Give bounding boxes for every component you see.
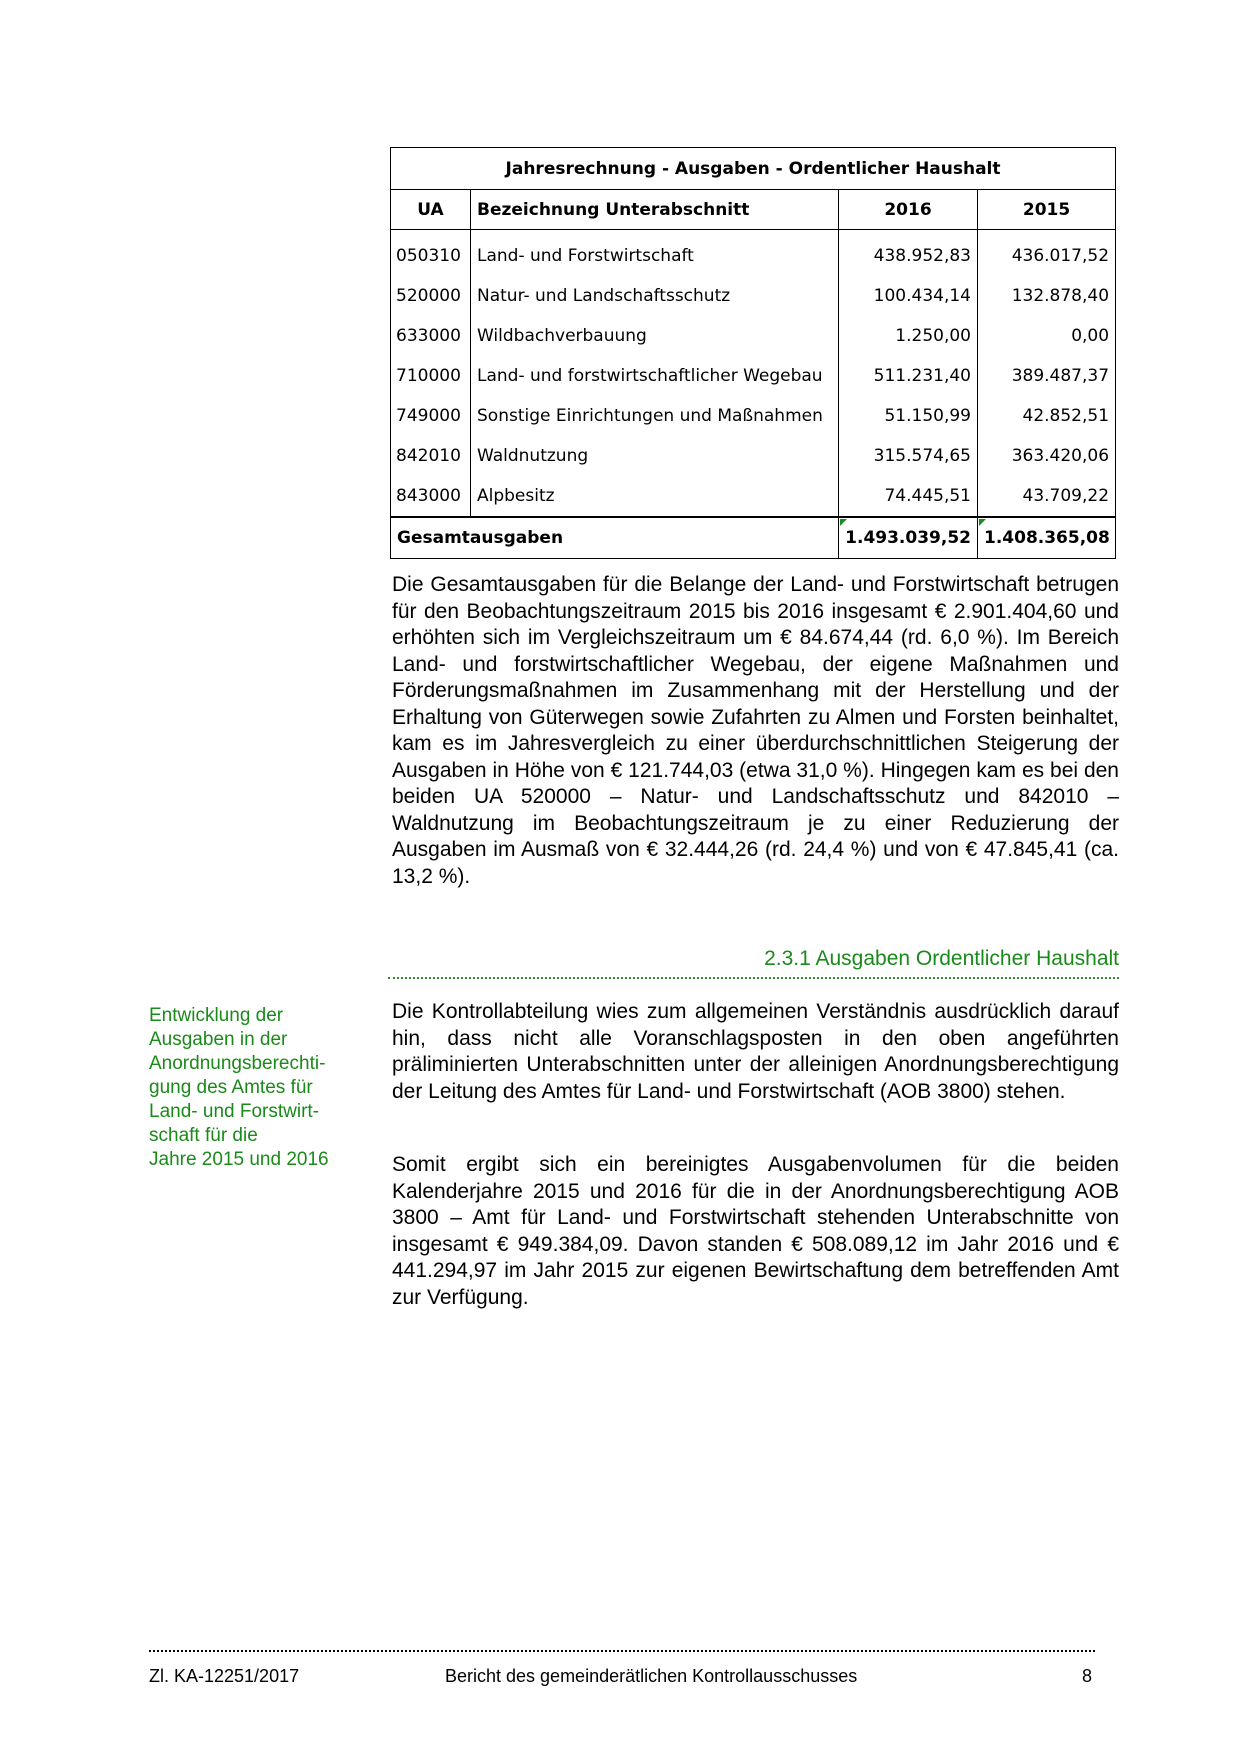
page-number: 8 xyxy=(1082,1666,1093,1686)
footer-divider xyxy=(149,1650,1095,1652)
cell-ua: 710000 xyxy=(391,356,471,396)
header-2016: 2016 xyxy=(839,190,978,230)
footer-reference: Zl. KA-12251/2017 xyxy=(149,1666,300,1686)
total-2015-value: 1.408.365,08 xyxy=(984,528,1110,548)
cell-2016: 511.231,40 xyxy=(839,356,978,396)
cell-bezeichnung: Wildbachverbauung xyxy=(471,316,839,356)
paragraph-control-note: Die Kontrollabteilung wies zum allgemeinen Verständnis ausdrücklich darauf hin, dass nicht alle Voranschlagsposten in den oben angeführten präliminierten Unterabschnitten unter der alleinigen Anordnungsberechtigung der Leitung des Amtes für Land- und Forstwirtschaft (AOB 3800) stehen. xyxy=(392,1000,1119,1103)
cell-ua: 842010 xyxy=(391,436,471,476)
cell-2015: 42.852,51 xyxy=(978,396,1116,436)
section-heading: 2.3.1 Ausgaben Ordentlicher Haushalt xyxy=(388,942,1119,979)
cell-2015: 0,00 xyxy=(978,316,1116,356)
cell-2015: 389.487,37 xyxy=(978,356,1116,396)
table-title: Jahresrechnung - Ausgaben - Ordentlicher Haushalt xyxy=(391,148,1116,190)
cell-bezeichnung: Alpbesitz xyxy=(471,476,839,517)
cell-2016: 51.150,99 xyxy=(839,396,978,436)
total-2016-value: 1.493.039,52 xyxy=(845,528,971,548)
cell-2015: 43.709,22 xyxy=(978,476,1116,517)
header-ua: UA xyxy=(391,190,471,230)
cell-2016: 100.434,14 xyxy=(839,276,978,316)
table-row xyxy=(391,396,1116,436)
table-title-row xyxy=(391,148,1116,190)
cell-ua: 749000 xyxy=(391,396,471,436)
cell-2015: 436.017,52 xyxy=(978,230,1116,277)
cell-ua: 050310 xyxy=(391,230,471,277)
cell-2016: 1.250,00 xyxy=(839,316,978,356)
table-row xyxy=(391,356,1116,396)
margin-note: Entwicklung der Ausgaben in der Anordnungsberechti- gung des Amtes für Land- und Forstwirt- schaft für die Jahre 2015 und 2016 xyxy=(149,1005,329,1170)
expenditure-table-container xyxy=(390,147,1115,559)
cell-2015: 363.420,06 xyxy=(978,436,1116,476)
table-row xyxy=(391,276,1116,316)
formula-marker-icon xyxy=(840,519,847,526)
footer-title: Bericht des gemeinderätlichen Kontrollausschusses xyxy=(445,1666,858,1686)
cell-bezeichnung: Waldnutzung xyxy=(471,436,839,476)
cell-ua: 520000 xyxy=(391,276,471,316)
cell-ua: 843000 xyxy=(391,476,471,517)
cell-bezeichnung: Sonstige Einrichtungen und Maßnahmen xyxy=(471,396,839,436)
table-total-row xyxy=(391,517,1116,559)
paragraph-total-expenditure: Die Gesamtausgaben für die Belange der Land- und Forstwirtschaft betrugen für den Beobachtungszeitraum 2015 bis 2016 insgesamt € 2.901.404,60 und erhöhten sich im Vergleichszeitraum um € 84.674,44 (rd. 6,0 %). Im Bereich Land- und forstwirtschaftlicher Wegebau, der eigene Maßnahmen und Förderungsmaßnahmen im Zusammenhang mit der Herstellung und der Erhaltung von Güterwegen sowie Zufahrten zu Almen und Forsten beinhaltet, kam es im Jahresvergleich zu einer überdurchschnittlichen Steigerung der Ausgaben in Höhe von € 121.744,03 (etwa 31,0 %). Hingegen kam es bei den beiden UA 520000 – Natur- und Landschaftsschutz und 842010 – Waldnutzung im Beobachtungszeitraum je zu einer Reduzierung der Ausgaben im Ausmaß von € 32.444,26 (rd. 24,4 %) und von € 47.845,41 (ca. 13,2 %). xyxy=(392,573,1119,888)
table-row xyxy=(391,436,1116,476)
total-label: Gesamtausgaben xyxy=(391,517,839,559)
table-row xyxy=(391,230,1116,277)
expenditure-table xyxy=(390,147,1116,559)
formula-marker-icon xyxy=(979,519,986,526)
cell-2016: 74.445,51 xyxy=(839,476,978,517)
cell-2016: 315.574,65 xyxy=(839,436,978,476)
cell-bezeichnung: Land- und forstwirtschaftlicher Wegebau xyxy=(471,356,839,396)
cell-2016: 438.952,83 xyxy=(839,230,978,277)
table-row xyxy=(391,476,1116,517)
table-row xyxy=(391,316,1116,356)
total-2016 xyxy=(839,517,978,559)
header-bezeichnung: Bezeichnung Unterabschnitt xyxy=(471,190,839,230)
cell-bezeichnung: Land- und Forstwirtschaft xyxy=(471,230,839,277)
paragraph-adjusted-volume: Somit ergibt sich ein bereinigtes Ausgabenvolumen für die beiden Kalenderjahre 2015 und 2016 für die in der Anordnungsberechtigung AOB 3800 – Amt für Land- und Forstwirtschaft stehenden Unterabschnitte von insgesamt € 949.384,09. Davon standen € 508.089,12 im Jahr 2016 und € 441.294,97 im Jahr 2015 zur eigenen Bewirtschaftung dem betreffenden Amt zur Verfügung. xyxy=(392,1153,1119,1309)
cell-ua: 633000 xyxy=(391,316,471,356)
total-2015 xyxy=(978,517,1116,559)
table-header-row xyxy=(391,190,1116,230)
cell-2015: 132.878,40 xyxy=(978,276,1116,316)
cell-bezeichnung: Natur- und Landschaftsschutz xyxy=(471,276,839,316)
header-2015: 2015 xyxy=(978,190,1116,230)
